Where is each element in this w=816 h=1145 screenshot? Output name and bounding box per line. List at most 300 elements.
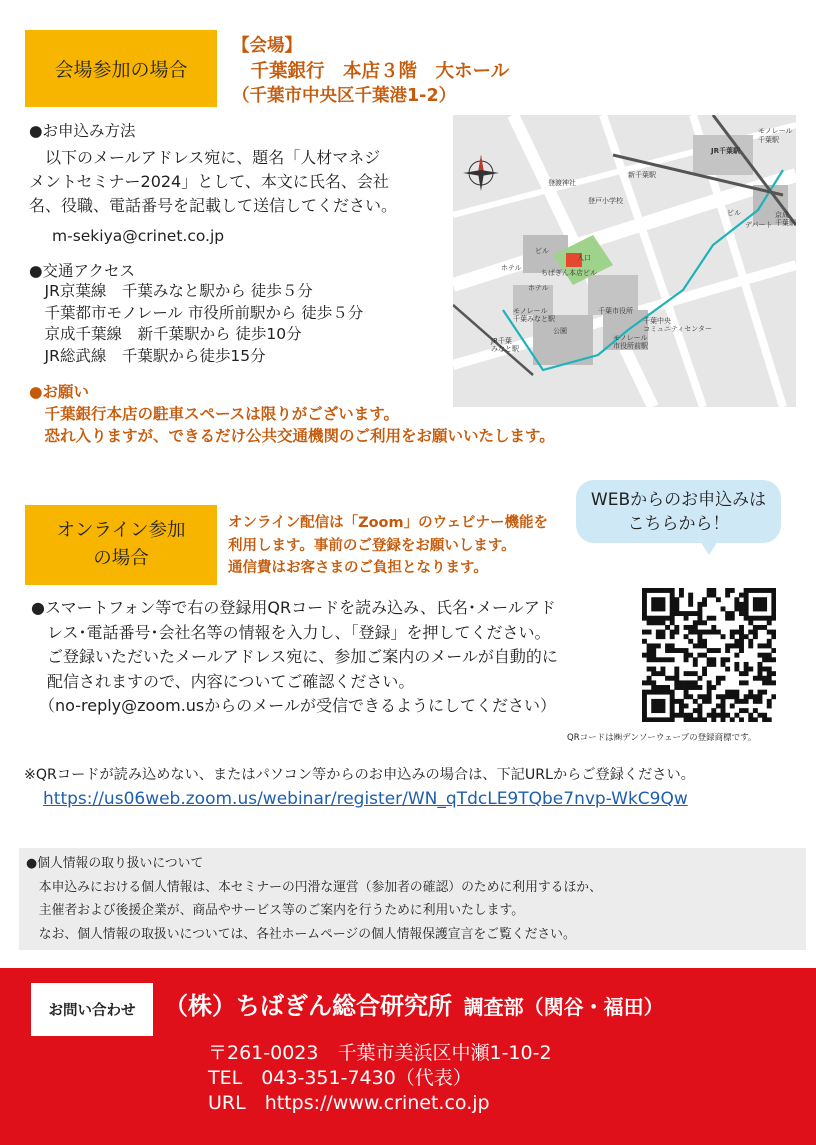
qr-module bbox=[665, 616, 670, 621]
qr-module bbox=[647, 690, 652, 695]
qr-module bbox=[734, 667, 739, 672]
qr-module bbox=[651, 680, 656, 685]
qr-module bbox=[660, 606, 665, 611]
qr-module bbox=[679, 588, 684, 593]
qr-module bbox=[739, 606, 744, 611]
qr-module bbox=[670, 657, 675, 662]
qr-module bbox=[758, 625, 763, 630]
qr-module bbox=[647, 653, 652, 658]
instruction-line: ご登録いただいたメールアドレス宛に、参加ご案内のメールが自動的に bbox=[31, 647, 558, 666]
qr-module bbox=[730, 630, 735, 635]
qr-module bbox=[753, 694, 758, 699]
qr-module bbox=[660, 657, 665, 662]
qr-module bbox=[739, 630, 744, 635]
instruction-line: ●スマートフォン等で右の登録用QRコードを読み込み、氏名･メールアド bbox=[31, 598, 556, 617]
qr-module bbox=[721, 708, 726, 713]
privacy-line: 本申込みにおける個人情報は、本セミナーの円滑な運営（参加者の確認）のために利用するほか、 bbox=[26, 879, 602, 895]
qr-module bbox=[642, 639, 647, 644]
qr-module bbox=[642, 606, 647, 611]
qr-module bbox=[739, 699, 744, 704]
qr-module bbox=[734, 639, 739, 644]
qr-module bbox=[725, 588, 730, 593]
qr-module bbox=[642, 616, 647, 621]
qr-module bbox=[753, 634, 758, 639]
qr-module bbox=[730, 690, 735, 695]
online-label bbox=[25, 505, 217, 585]
qr-module bbox=[771, 671, 776, 676]
qr-module bbox=[656, 630, 661, 635]
qr-module bbox=[665, 717, 670, 722]
qr-module bbox=[674, 676, 679, 681]
privacy-line: なお、個人情報の取扱いについては、各社ホームページの個人情報保護宣言をご覧ください。 bbox=[26, 926, 576, 942]
qr-module bbox=[753, 616, 758, 621]
qr-module bbox=[771, 602, 776, 607]
qr-module bbox=[758, 690, 763, 695]
qr-module bbox=[642, 713, 647, 718]
qr-module bbox=[707, 662, 712, 667]
qr-module bbox=[674, 667, 679, 672]
qr-module bbox=[734, 694, 739, 699]
qr-module bbox=[642, 653, 647, 658]
qr-module bbox=[674, 597, 679, 602]
qr-module bbox=[744, 602, 749, 607]
qr-module bbox=[684, 680, 689, 685]
qr-module bbox=[674, 648, 679, 653]
qr-module bbox=[651, 717, 656, 722]
qr-trademark-note: QRコードは㈱デンソーウェーブの登録商標です。 bbox=[567, 733, 757, 743]
qr-module bbox=[647, 630, 652, 635]
qr-module bbox=[762, 657, 767, 662]
qr-module bbox=[660, 671, 665, 676]
qr-module bbox=[651, 708, 656, 713]
qr-module bbox=[697, 685, 702, 690]
online-instructions bbox=[31, 596, 558, 719]
qr-module bbox=[721, 713, 726, 718]
qr-module bbox=[684, 634, 689, 639]
qr-module bbox=[688, 685, 693, 690]
qr-module bbox=[647, 680, 652, 685]
qr-module bbox=[711, 708, 716, 713]
qr-module bbox=[656, 657, 661, 662]
qr-module bbox=[642, 602, 647, 607]
qr-module bbox=[651, 653, 656, 658]
map-label-jr-minato-2: みなと駅 bbox=[491, 345, 519, 353]
qr-module bbox=[734, 630, 739, 635]
qr-module bbox=[711, 588, 716, 593]
qr-module bbox=[767, 717, 772, 722]
qr-module bbox=[767, 676, 772, 681]
qr-module bbox=[656, 616, 661, 621]
qr-module bbox=[693, 630, 698, 635]
qr-module bbox=[660, 690, 665, 695]
qr-module bbox=[674, 713, 679, 718]
qr-module bbox=[734, 713, 739, 718]
qr-module bbox=[660, 708, 665, 713]
map-label-building: ビル bbox=[727, 209, 741, 217]
qr-module bbox=[734, 643, 739, 648]
qr-module bbox=[748, 667, 753, 672]
qr-module bbox=[758, 713, 763, 718]
qr-module bbox=[707, 699, 712, 704]
qr-module bbox=[771, 680, 776, 685]
qr-module bbox=[697, 653, 702, 658]
qr-module bbox=[716, 676, 721, 681]
qr-module bbox=[771, 634, 776, 639]
qr-module bbox=[721, 662, 726, 667]
qr-module bbox=[725, 611, 730, 616]
qr-module bbox=[711, 685, 716, 690]
qr-module bbox=[647, 643, 652, 648]
qr-module bbox=[660, 588, 665, 593]
venue-label bbox=[25, 30, 217, 107]
qr-module bbox=[744, 593, 749, 598]
access-item: JR京葉線 千葉みなと駅から 徒歩５分 bbox=[29, 282, 313, 300]
qr-module bbox=[707, 593, 712, 598]
map-label-monorail-cityhall-1: モノレール bbox=[613, 334, 648, 342]
qr-module bbox=[656, 620, 661, 625]
qr-module bbox=[651, 597, 656, 602]
org-name: （株）ちばぎん総合研究所 bbox=[164, 992, 452, 1020]
qr-module bbox=[725, 643, 730, 648]
map-label-monorail-minato-2: 千葉みなと駅 bbox=[513, 315, 555, 323]
request-line2: 恐れ入りますが、できるだけ公共交通機関のご利用をお願いいたします。 bbox=[29, 427, 555, 445]
access-item: 京成千葉線 新千葉駅から 徒歩10分 bbox=[29, 325, 302, 343]
map-label-monorail-cityhall-2: 市役所前駅 bbox=[613, 342, 648, 350]
qr-module bbox=[758, 616, 763, 621]
qr-module bbox=[702, 694, 707, 699]
qr-graphic bbox=[642, 588, 776, 722]
qr-module bbox=[767, 680, 772, 685]
qr-module bbox=[656, 717, 661, 722]
qr-module bbox=[711, 717, 716, 722]
qr-module bbox=[707, 588, 712, 593]
qr-module bbox=[656, 704, 661, 709]
qr-module bbox=[758, 671, 763, 676]
zoom-registration-link[interactable]: https://us06web.zoom.us/webinar/register/WN_qTdcLE9TQbe7nvp-WkC9Qw bbox=[43, 789, 688, 809]
bubble-line2: こちらから！ bbox=[627, 513, 730, 534]
qr-module bbox=[771, 597, 776, 602]
qr-module bbox=[767, 620, 772, 625]
qr-module bbox=[716, 630, 721, 635]
qr-module bbox=[711, 630, 716, 635]
qr-module bbox=[721, 704, 726, 709]
qr-module bbox=[688, 671, 693, 676]
map-label-kensei-chiba-2: 千葉駅 bbox=[775, 219, 796, 227]
qr-module bbox=[767, 639, 772, 644]
qr-module bbox=[739, 634, 744, 639]
qr-module bbox=[758, 699, 763, 704]
qr-module bbox=[693, 643, 698, 648]
qr-module bbox=[734, 602, 739, 607]
map-label-shrine: 登渡神社 bbox=[548, 179, 576, 187]
qr-module bbox=[697, 708, 702, 713]
qr-module bbox=[739, 671, 744, 676]
qr-module bbox=[753, 588, 758, 593]
qr-module bbox=[711, 616, 716, 621]
qr-module bbox=[758, 694, 763, 699]
qr-module bbox=[670, 717, 675, 722]
qr-module bbox=[679, 708, 684, 713]
qr-module bbox=[758, 597, 763, 602]
qr-module bbox=[679, 713, 684, 718]
qr-module bbox=[753, 708, 758, 713]
qr-module bbox=[665, 648, 670, 653]
qr-module bbox=[762, 616, 767, 621]
qr-module bbox=[693, 708, 698, 713]
qr-module bbox=[739, 680, 744, 685]
contact-label-box bbox=[31, 983, 153, 1036]
qr-module bbox=[767, 588, 772, 593]
map-label-school: 登戸小学校 bbox=[588, 197, 623, 205]
qr-module bbox=[758, 643, 763, 648]
qr-module bbox=[739, 643, 744, 648]
qr-module bbox=[753, 676, 758, 681]
map-label-monorail-minato-1: モノレール bbox=[513, 307, 548, 315]
qr-module bbox=[758, 602, 763, 607]
qr-module bbox=[758, 662, 763, 667]
qr-module bbox=[767, 704, 772, 709]
qr-module bbox=[721, 717, 726, 722]
qr-module bbox=[670, 611, 675, 616]
qr-module bbox=[734, 699, 739, 704]
online-note-line2: 利用します。事前のご登録をお願いします。 bbox=[228, 537, 516, 554]
qr-module bbox=[739, 639, 744, 644]
qr-module bbox=[674, 606, 679, 611]
map-label-community-1: 千葉中央 bbox=[643, 317, 671, 325]
qr-module bbox=[674, 699, 679, 704]
qr-module bbox=[771, 616, 776, 621]
qr-module bbox=[744, 588, 749, 593]
qr-module bbox=[721, 676, 726, 681]
qr-module bbox=[670, 694, 675, 699]
qr-module bbox=[767, 699, 772, 704]
qr-module bbox=[679, 648, 684, 653]
qr-module bbox=[660, 602, 665, 607]
qr-module bbox=[758, 606, 763, 611]
qr-module bbox=[730, 611, 735, 616]
qr-module bbox=[660, 630, 665, 635]
qr-module bbox=[670, 606, 675, 611]
qr-module bbox=[656, 606, 661, 611]
qr-module bbox=[748, 630, 753, 635]
qr-module bbox=[697, 611, 702, 616]
qr-module bbox=[684, 717, 689, 722]
qr-module bbox=[693, 717, 698, 722]
qr-module bbox=[651, 606, 656, 611]
qr-module bbox=[674, 630, 679, 635]
qr-module bbox=[771, 630, 776, 635]
contact-org bbox=[164, 986, 664, 1021]
qr-module bbox=[725, 657, 730, 662]
map-label-community-2: コミュニティセンター bbox=[643, 325, 713, 333]
qr-module bbox=[684, 616, 689, 621]
contact-tel[interactable]: TEL 043-351-7430（代表） bbox=[208, 1067, 472, 1089]
qr-module bbox=[647, 667, 652, 672]
qr-module bbox=[762, 713, 767, 718]
qr-module bbox=[762, 680, 767, 685]
map-label-shin-chiba: 新千葉駅 bbox=[628, 171, 656, 179]
qr-module bbox=[734, 606, 739, 611]
qr-module bbox=[670, 620, 675, 625]
qr-module bbox=[748, 639, 753, 644]
contact-label: お問い合わせ bbox=[48, 1003, 136, 1019]
qr-module bbox=[697, 713, 702, 718]
map-label-hotel-2: ホテル bbox=[528, 284, 549, 292]
qr-module bbox=[758, 653, 763, 658]
qr-module bbox=[642, 717, 647, 722]
qr-module bbox=[767, 671, 772, 676]
qr-module bbox=[670, 602, 675, 607]
qr-module bbox=[651, 616, 656, 621]
map-label-hotel: ホテル bbox=[501, 264, 522, 272]
qr-module bbox=[656, 685, 661, 690]
access-item: JR総武線 千葉駅から徒歩15分 bbox=[29, 346, 266, 365]
qr-module bbox=[744, 597, 749, 602]
qr-module bbox=[725, 713, 730, 718]
qr-module bbox=[697, 630, 702, 635]
qr-module bbox=[647, 616, 652, 621]
qr-module bbox=[721, 657, 726, 662]
qr-module bbox=[697, 676, 702, 681]
qr-module bbox=[679, 685, 684, 690]
map-label-building-2: ビル bbox=[535, 247, 549, 255]
qr-module bbox=[762, 602, 767, 607]
map-label-monorail-chiba-2: 千葉駅 bbox=[758, 136, 779, 144]
qr-module bbox=[730, 717, 735, 722]
qr-module bbox=[739, 593, 744, 598]
qr-module bbox=[762, 676, 767, 681]
map-label-kensei-chiba-1: 京成 bbox=[775, 211, 789, 219]
qr-module bbox=[651, 620, 656, 625]
qr-module bbox=[744, 634, 749, 639]
qr-module bbox=[744, 606, 749, 611]
qr-module bbox=[647, 657, 652, 662]
qr-module bbox=[693, 620, 698, 625]
qr-module bbox=[693, 611, 698, 616]
qr-module bbox=[647, 717, 652, 722]
qr-module bbox=[762, 588, 767, 593]
apply-email[interactable]: m-sekiya@crinet.co.jp bbox=[52, 227, 225, 245]
qr-module bbox=[753, 606, 758, 611]
qr-module bbox=[642, 690, 647, 695]
contact-url[interactable]: URL https://www.crinet.co.jp bbox=[208, 1092, 490, 1114]
venue-label-text: 会場参加の場合 bbox=[54, 59, 188, 81]
qr-module bbox=[697, 639, 702, 644]
qr-module bbox=[762, 643, 767, 648]
qr-module bbox=[684, 611, 689, 616]
qr-module bbox=[665, 690, 670, 695]
qr-module bbox=[693, 657, 698, 662]
qr-module bbox=[744, 611, 749, 616]
qr-module bbox=[693, 699, 698, 704]
qr-module bbox=[744, 616, 749, 621]
qr-module bbox=[660, 616, 665, 621]
qr-module bbox=[665, 676, 670, 681]
qr-module bbox=[771, 588, 776, 593]
qr-module bbox=[707, 616, 712, 621]
qr-module bbox=[693, 625, 698, 630]
qr-module bbox=[702, 630, 707, 635]
qr-module bbox=[684, 694, 689, 699]
qr-module bbox=[744, 694, 749, 699]
qr-module bbox=[739, 717, 744, 722]
qr-module bbox=[670, 713, 675, 718]
zoom-registration-qr-code[interactable] bbox=[642, 588, 776, 722]
qr-module bbox=[753, 699, 758, 704]
privacy-text bbox=[26, 852, 602, 946]
qr-module bbox=[656, 708, 661, 713]
qr-module bbox=[771, 694, 776, 699]
qr-module bbox=[693, 671, 698, 676]
qr-module bbox=[716, 713, 721, 718]
qr-module bbox=[762, 606, 767, 611]
apply-line1: 以下のメールアドレス宛に、題名「人材マネジ bbox=[29, 148, 381, 167]
qr-module bbox=[642, 588, 647, 593]
qr-module bbox=[758, 676, 763, 681]
apply-title: ●お申込み方法 bbox=[29, 122, 136, 140]
qr-module bbox=[771, 593, 776, 598]
access-item: 千葉都市モノレール 市役所前駅から 徒歩５分 bbox=[29, 303, 364, 322]
qr-module bbox=[767, 657, 772, 662]
qr-module bbox=[651, 690, 656, 695]
qr-module bbox=[679, 611, 684, 616]
qr-module bbox=[651, 657, 656, 662]
qr-module bbox=[771, 648, 776, 653]
qr-module bbox=[651, 588, 656, 593]
qr-module bbox=[721, 606, 726, 611]
bubble-tail bbox=[700, 541, 718, 555]
qr-module bbox=[688, 717, 693, 722]
qr-module bbox=[688, 597, 693, 602]
qr-module bbox=[670, 630, 675, 635]
qr-module bbox=[702, 653, 707, 658]
apply-line3: 名、役職、電話番号を記載して送信してください。 bbox=[29, 196, 398, 215]
qr-module bbox=[651, 699, 656, 704]
qr-module bbox=[707, 713, 712, 718]
online-note-line3: 通信費はお客さまのご負担となります。 bbox=[228, 560, 488, 576]
qr-module bbox=[725, 690, 730, 695]
qr-module bbox=[688, 713, 693, 718]
qr-module bbox=[762, 625, 767, 630]
qr-module bbox=[651, 704, 656, 709]
instruction-line: レス･電話番号･会社名等の情報を入力し、「登録」を押してください。 bbox=[31, 622, 551, 642]
qr-module bbox=[642, 680, 647, 685]
qr-module bbox=[730, 694, 735, 699]
qr-module bbox=[707, 694, 712, 699]
qr-module bbox=[688, 653, 693, 658]
qr-module bbox=[748, 643, 753, 648]
qr-module bbox=[688, 630, 693, 635]
map-graphic bbox=[453, 115, 796, 407]
qr-module bbox=[688, 611, 693, 616]
qr-module bbox=[748, 713, 753, 718]
qr-module bbox=[767, 616, 772, 621]
qr-module bbox=[665, 643, 670, 648]
qr-module bbox=[670, 597, 675, 602]
qr-module bbox=[670, 616, 675, 621]
qr-module bbox=[702, 639, 707, 644]
qr-module bbox=[674, 611, 679, 616]
qr-module bbox=[665, 657, 670, 662]
qr-module bbox=[656, 588, 661, 593]
qr-module bbox=[679, 699, 684, 704]
qr-module bbox=[702, 671, 707, 676]
qr-module bbox=[721, 634, 726, 639]
qr-module bbox=[730, 634, 735, 639]
qr-module bbox=[702, 620, 707, 625]
qr-module bbox=[656, 671, 661, 676]
qr-module bbox=[734, 690, 739, 695]
